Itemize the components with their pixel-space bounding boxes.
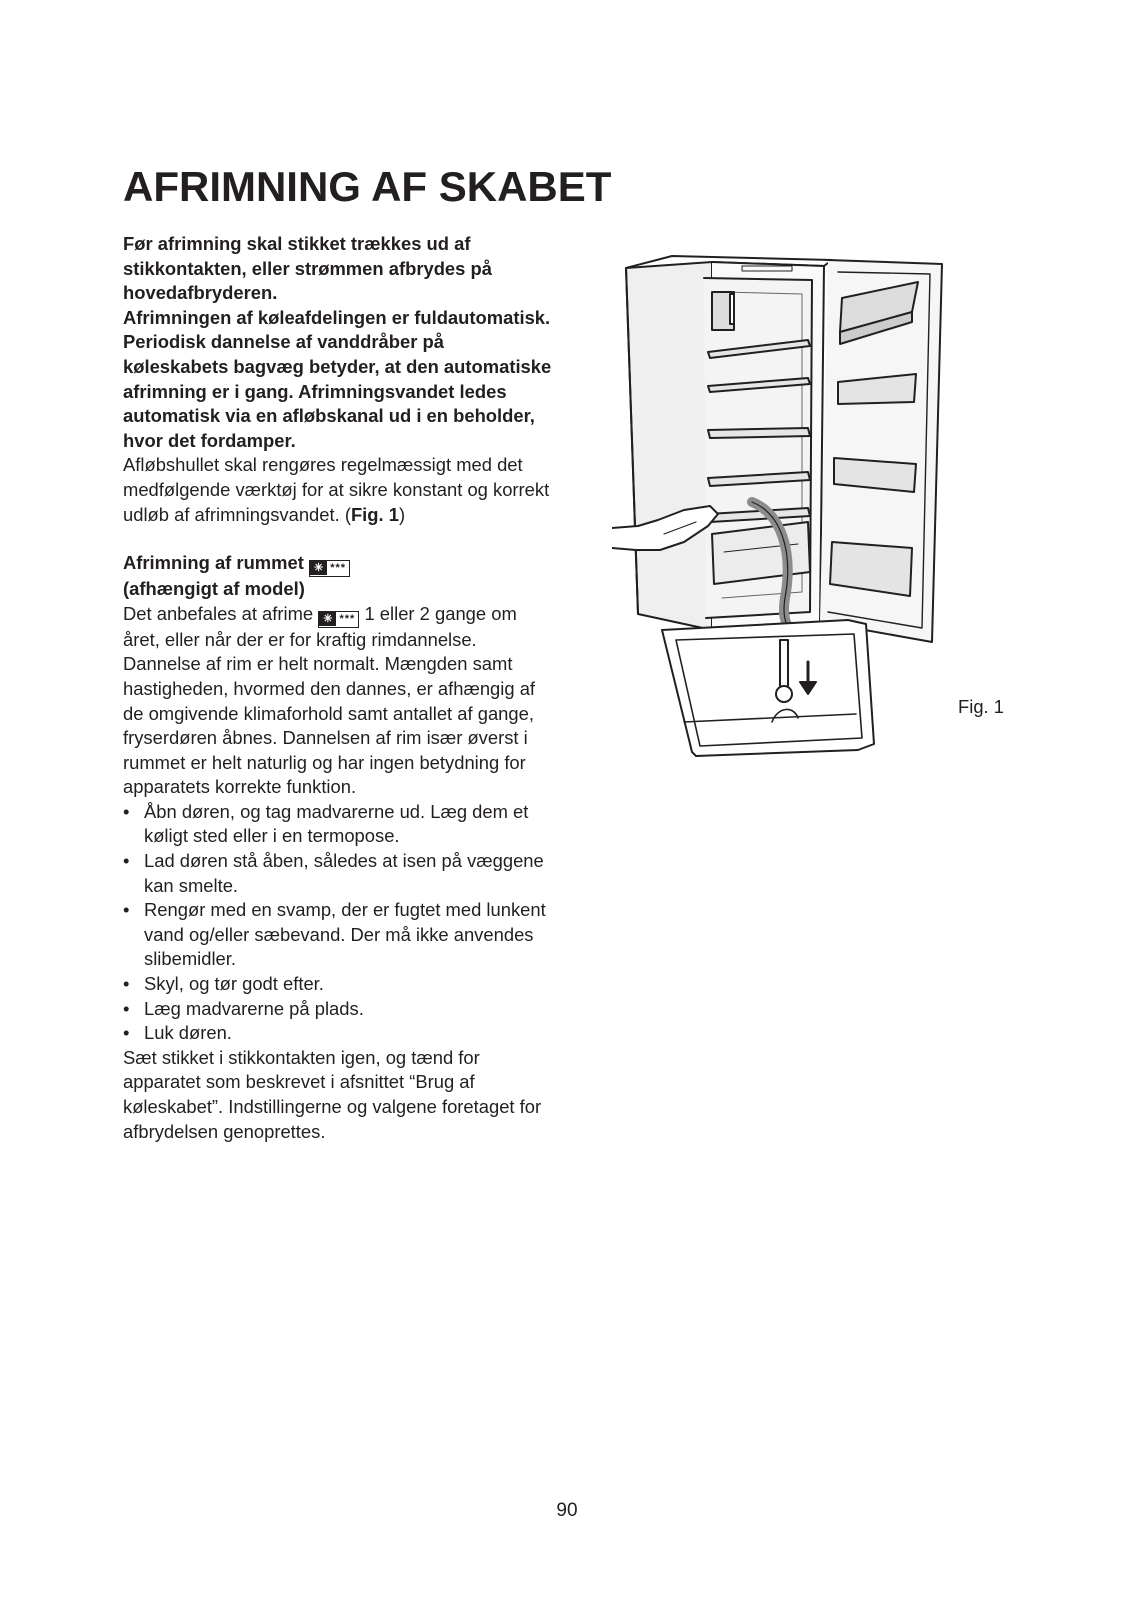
bullet-icon: • [123,997,130,1019]
bullet-icon: • [123,800,130,822]
freezer-stars: *** [330,562,347,575]
list-item-text: Lad døren stå åben, således at isen på væggene kan smelte. [144,850,544,896]
bullet-icon: • [123,1022,130,1044]
bullet-icon: • [123,973,130,995]
section-p1-start: Det anbefales at afrime [123,602,314,624]
intro-auto-defrost: Afrimningen af køleafdelingen er fuldautomatisk. Periodisk dannelse af vanddråber på køleskabets bagvæg betyder, at den automatiske afrimning er i gang. Afrimningsvandet ledes automatisk via en afløbskanal ud i en beholder, hvor det fordamper. [123,306,552,451]
bullet-icon: • [123,899,130,921]
intro-warning: Før afrimning skal stikket trækkes ud af stikkontakten, eller strømmen afbrydes på hovedafbryderen. [123,233,492,304]
page-title: AFRIMNING AF SKABET [123,163,612,210]
fig-reference: Fig. 1 [350,503,399,525]
closing-paragraph: Sæt stikket i stikkontakten igen, og tænd for apparatet som beskrevet i afsnittet “Brug af køleskabet”. Indstillingerne og valgene foretaget for afbrydelsen genoprettes. [123,1046,542,1142]
list-item-text: Luk døren. [144,1022,232,1044]
fridge-illustration [612,252,952,764]
list-item-text: Skyl, og tør godt efter. [144,973,324,995]
freezer-star-icon [309,560,350,577]
list-item [123,849,553,898]
list-item-text: Læg madvarerne på plads. [144,997,364,1019]
list-item [123,800,553,849]
freezer-star-icon-inline [318,611,359,628]
section-heading [123,551,553,577]
figure-caption: Fig. 1 [958,696,1004,717]
section-heading-text: Afrimning af rummet [123,552,304,574]
bullet-list [123,800,553,1046]
section-p1-rest: 1 eller 2 gange om året, eller når der er for kraftig rimdannelse. Dannelse af rim er helt normalt. Mængden samt hastigheden, hvormed den dannes, er afhængig af de omgivende klimaforhold samt antallet af gange, fryserdøren åbnes. Dannelsen af rim især øverst i rummet er helt naturlig og har ingen betydning for apparatets korrekte funktion. [123,602,536,798]
list-item-text: Rengør med en svamp, der er fugtet med lunkent vand og/eller sæbevand. Der må ikke anvendes slibemidler. [144,899,546,970]
section-subheading: (afhængigt af model) [123,578,305,600]
list-item [123,997,553,1022]
intro-drain-paragraph [123,453,553,527]
drain-text-end: ) [398,503,406,525]
drain-text: Afløbshullet skal rengøres regelmæssigt med det medfølgende værktøj for at sikre konstant og korrekt udløb af afrimningsvandet. ( [123,454,550,525]
bullet-icon: • [123,850,130,872]
list-item [123,972,553,997]
list-item [123,1021,553,1046]
page-number: 90 [556,1500,578,1521]
freezer-snowflake: ✳ [310,561,327,575]
freezer-stars-inline: *** [339,612,356,625]
list-item-text: Åbn døren, og tag madvarerne ud. Læg dem et køligt sted eller i en termopose. [144,800,529,847]
section-paragraph [123,602,553,800]
freezer-snowflake-inline: ✳ [319,612,336,626]
body-text [123,232,553,1144]
list-item [123,898,553,972]
